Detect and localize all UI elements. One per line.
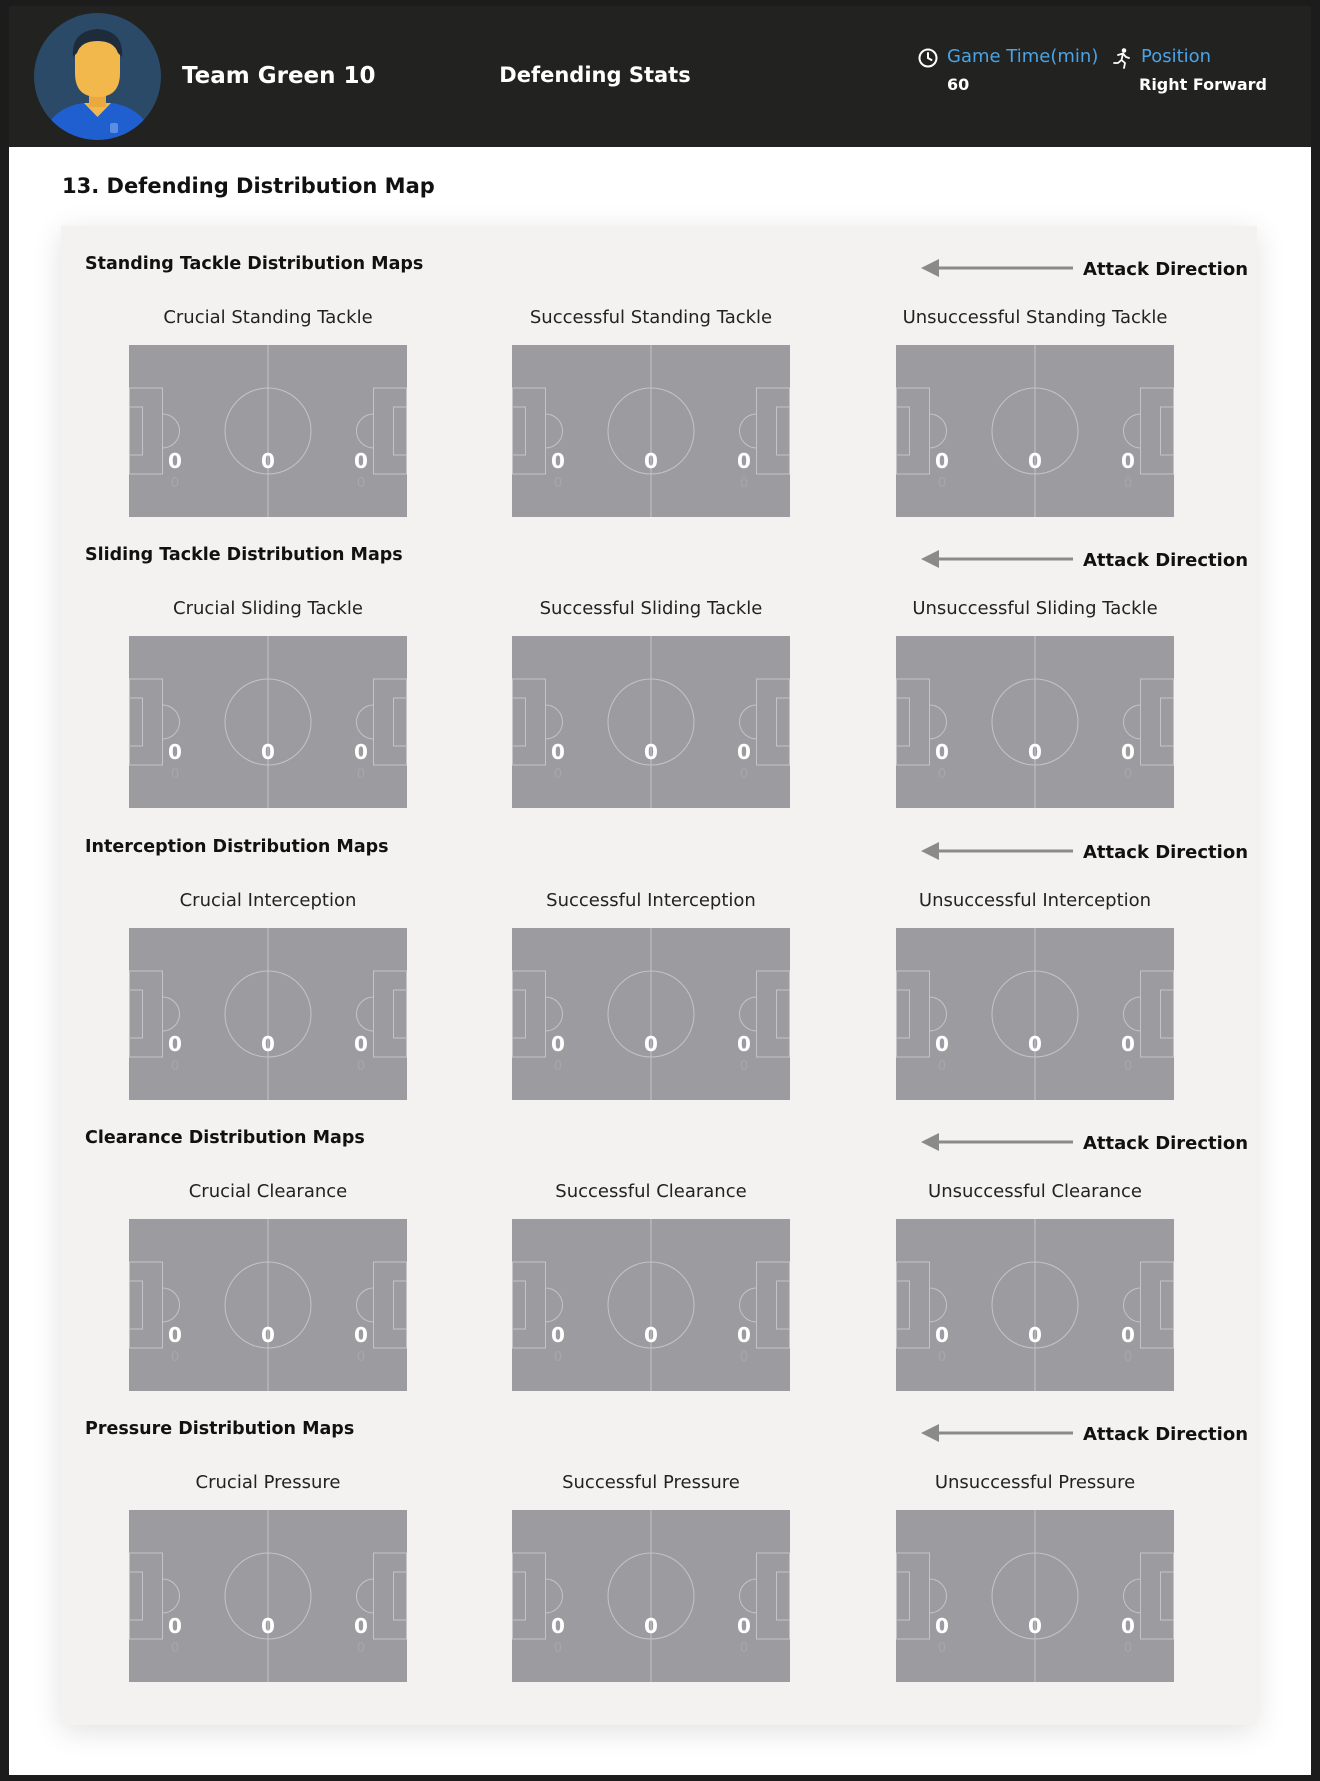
zone-count: 0 bbox=[551, 1323, 565, 1347]
arrow-left-icon bbox=[921, 1132, 1073, 1152]
zone-count: 0 bbox=[354, 740, 368, 764]
zone-count: 0 bbox=[354, 1614, 368, 1638]
section-title: 13. Defending Distribution Map bbox=[62, 174, 435, 198]
pitch-markings bbox=[129, 345, 407, 517]
report-page bbox=[9, 6, 1311, 1775]
zone-subcount: 0 bbox=[937, 1641, 947, 1656]
pitch-markings bbox=[896, 928, 1174, 1100]
zone-subcount: 0 bbox=[356, 767, 366, 782]
zone-subcount: 0 bbox=[937, 767, 947, 782]
pitch-markings bbox=[129, 636, 407, 808]
position-value: Right Forward bbox=[1139, 75, 1267, 94]
zone-count: 0 bbox=[168, 1032, 182, 1056]
zone-subcount: 0 bbox=[356, 1350, 366, 1365]
zone-count: 0 bbox=[644, 1323, 658, 1347]
attack-direction-label: Attack Direction bbox=[1083, 259, 1249, 280]
pitch-markings bbox=[896, 1219, 1174, 1391]
zone-subcount: 0 bbox=[170, 767, 180, 782]
zone-count: 0 bbox=[644, 1614, 658, 1638]
zone-count: 0 bbox=[644, 1032, 658, 1056]
pitch-map bbox=[512, 1219, 790, 1391]
zone-count: 0 bbox=[261, 1323, 275, 1347]
zone-subcount: 0 bbox=[1123, 767, 1133, 782]
map-label: Successful Sliding Tackle bbox=[539, 598, 763, 619]
zone-subcount: 0 bbox=[356, 1641, 366, 1656]
zone-count: 0 bbox=[261, 740, 275, 764]
zone-count: 0 bbox=[551, 449, 565, 473]
distribution-group bbox=[61, 517, 1257, 808]
pitch-map bbox=[129, 1219, 407, 1391]
group-title: Clearance Distribution Maps bbox=[85, 1128, 365, 1148]
pitch-map bbox=[896, 345, 1174, 517]
map-label: Crucial Standing Tackle bbox=[163, 307, 373, 328]
attack-direction bbox=[921, 837, 1249, 865]
attack-direction bbox=[921, 1128, 1249, 1156]
zone-subcount: 0 bbox=[1123, 1350, 1133, 1365]
zone-subcount: 0 bbox=[553, 1350, 563, 1365]
zone-count: 0 bbox=[551, 740, 565, 764]
zone-count: 0 bbox=[1028, 1032, 1042, 1056]
zone-count: 0 bbox=[261, 1614, 275, 1638]
zone-count: 0 bbox=[1028, 1323, 1042, 1347]
zone-count: 0 bbox=[1121, 1323, 1135, 1347]
pitch-markings bbox=[896, 345, 1174, 517]
game-time-value: 60 bbox=[947, 75, 970, 94]
zone-subcount: 0 bbox=[553, 476, 563, 491]
zone-count: 0 bbox=[1028, 740, 1042, 764]
pitch-map bbox=[512, 636, 790, 808]
pitch-map bbox=[512, 1510, 790, 1682]
pitch-map bbox=[512, 928, 790, 1100]
attack-direction-label: Attack Direction bbox=[1083, 550, 1249, 571]
zone-count: 0 bbox=[935, 1032, 949, 1056]
zone-subcount: 0 bbox=[170, 1350, 180, 1365]
zone-count: 0 bbox=[737, 1614, 751, 1638]
attack-direction bbox=[921, 254, 1249, 282]
map-label: Unsuccessful Standing Tackle bbox=[902, 307, 1168, 328]
pitch-markings bbox=[512, 1219, 790, 1391]
zone-subcount: 0 bbox=[739, 767, 749, 782]
zone-subcount: 0 bbox=[937, 476, 947, 491]
map-label: Unsuccessful Sliding Tackle bbox=[912, 598, 1158, 619]
zone-count: 0 bbox=[737, 740, 751, 764]
attack-direction-label: Attack Direction bbox=[1083, 842, 1249, 863]
zone-subcount: 0 bbox=[739, 476, 749, 491]
pitch-markings bbox=[512, 1510, 790, 1682]
running-person-icon bbox=[1111, 47, 1133, 69]
player-avatar-icon bbox=[34, 13, 161, 140]
zone-count: 0 bbox=[1121, 1032, 1135, 1056]
zone-count: 0 bbox=[1121, 449, 1135, 473]
zone-subcount: 0 bbox=[170, 476, 180, 491]
distribution-group bbox=[61, 809, 1257, 1100]
zone-count: 0 bbox=[935, 1614, 949, 1638]
zone-count: 0 bbox=[1121, 740, 1135, 764]
distribution-group bbox=[61, 226, 1257, 517]
pitch-markings bbox=[129, 1510, 407, 1682]
zone-subcount: 0 bbox=[739, 1641, 749, 1656]
zone-count: 0 bbox=[168, 1614, 182, 1638]
pitch-markings bbox=[129, 928, 407, 1100]
zone-count: 0 bbox=[551, 1614, 565, 1638]
pitch-map bbox=[896, 1510, 1174, 1682]
map-label: Unsuccessful Pressure bbox=[934, 1472, 1136, 1493]
zone-count: 0 bbox=[1028, 1614, 1042, 1638]
arrow-left-icon bbox=[921, 841, 1073, 861]
group-title: Pressure Distribution Maps bbox=[85, 1419, 355, 1439]
pitch-map bbox=[896, 928, 1174, 1100]
zone-count: 0 bbox=[935, 1323, 949, 1347]
map-label: Successful Interception bbox=[546, 890, 756, 911]
attack-direction bbox=[921, 545, 1249, 573]
pitch-map bbox=[896, 1219, 1174, 1391]
distribution-group bbox=[61, 1100, 1257, 1391]
group-title: Standing Tackle Distribution Maps bbox=[85, 254, 424, 274]
player-name: Team Green 10 bbox=[182, 63, 376, 89]
zone-count: 0 bbox=[354, 1032, 368, 1056]
pitch-map bbox=[129, 345, 407, 517]
zone-subcount: 0 bbox=[1123, 1059, 1133, 1074]
zone-subcount: 0 bbox=[1123, 476, 1133, 491]
pitch-markings bbox=[896, 1510, 1174, 1682]
arrow-left-icon bbox=[921, 258, 1073, 278]
map-label: Crucial Sliding Tackle bbox=[173, 598, 363, 619]
zone-subcount: 0 bbox=[553, 1059, 563, 1074]
zone-subcount: 0 bbox=[170, 1641, 180, 1656]
group-title: Interception Distribution Maps bbox=[85, 837, 389, 857]
pitch-map bbox=[512, 345, 790, 517]
zone-count: 0 bbox=[168, 449, 182, 473]
zone-count: 0 bbox=[551, 1032, 565, 1056]
attack-direction-label: Attack Direction bbox=[1083, 1133, 1249, 1154]
map-label: Unsuccessful Interception bbox=[918, 890, 1152, 911]
pitch-map bbox=[129, 928, 407, 1100]
game-time-meta bbox=[917, 46, 1098, 94]
zone-count: 0 bbox=[1121, 1614, 1135, 1638]
zone-subcount: 0 bbox=[170, 1059, 180, 1074]
zone-count: 0 bbox=[168, 1323, 182, 1347]
zone-count: 0 bbox=[354, 1323, 368, 1347]
page-title: Defending Stats bbox=[499, 63, 691, 87]
pitch-markings bbox=[896, 636, 1174, 808]
group-title: Sliding Tackle Distribution Maps bbox=[85, 545, 403, 565]
zone-count: 0 bbox=[737, 1032, 751, 1056]
pitch-map bbox=[129, 636, 407, 808]
pitch-markings bbox=[512, 928, 790, 1100]
zone-subcount: 0 bbox=[739, 1350, 749, 1365]
pitch-markings bbox=[512, 345, 790, 517]
pitch-markings bbox=[129, 1219, 407, 1391]
zone-subcount: 0 bbox=[739, 1059, 749, 1074]
map-label: Unsuccessful Clearance bbox=[928, 1181, 1142, 1202]
zone-subcount: 0 bbox=[356, 1059, 366, 1074]
zone-count: 0 bbox=[644, 740, 658, 764]
zone-subcount: 0 bbox=[937, 1350, 947, 1365]
attack-direction bbox=[921, 1419, 1249, 1447]
attack-direction-label: Attack Direction bbox=[1083, 1424, 1249, 1445]
zone-count: 0 bbox=[261, 1032, 275, 1056]
map-label: Successful Standing Tackle bbox=[529, 307, 773, 328]
report-header bbox=[9, 6, 1311, 147]
pitch-markings bbox=[512, 636, 790, 808]
zone-count: 0 bbox=[935, 740, 949, 764]
zone-count: 0 bbox=[935, 449, 949, 473]
zone-subcount: 0 bbox=[553, 1641, 563, 1656]
game-time-label: Game Time(min) bbox=[947, 46, 1099, 67]
position-label: Position bbox=[1141, 46, 1212, 67]
map-label: Crucial Interception bbox=[179, 890, 357, 911]
zone-subcount: 0 bbox=[553, 767, 563, 782]
zone-count: 0 bbox=[737, 1323, 751, 1347]
clock-icon bbox=[917, 47, 939, 69]
pitch-map bbox=[129, 1510, 407, 1682]
map-label: Crucial Pressure bbox=[195, 1472, 341, 1493]
arrow-left-icon bbox=[921, 549, 1073, 569]
zone-count: 0 bbox=[737, 449, 751, 473]
position-meta bbox=[1111, 46, 1267, 94]
zone-count: 0 bbox=[644, 449, 658, 473]
zone-subcount: 0 bbox=[356, 476, 366, 491]
zone-count: 0 bbox=[168, 740, 182, 764]
zone-count: 0 bbox=[354, 449, 368, 473]
distribution-group bbox=[61, 1391, 1257, 1682]
distribution-panel bbox=[61, 226, 1257, 1725]
map-label: Crucial Clearance bbox=[188, 1181, 348, 1202]
map-label: Successful Clearance bbox=[555, 1181, 747, 1202]
zone-count: 0 bbox=[261, 449, 275, 473]
zone-count: 0 bbox=[1028, 449, 1042, 473]
zone-subcount: 0 bbox=[1123, 1641, 1133, 1656]
map-label: Successful Pressure bbox=[562, 1472, 740, 1493]
pitch-map bbox=[896, 636, 1174, 808]
arrow-left-icon bbox=[921, 1423, 1073, 1443]
zone-subcount: 0 bbox=[937, 1059, 947, 1074]
